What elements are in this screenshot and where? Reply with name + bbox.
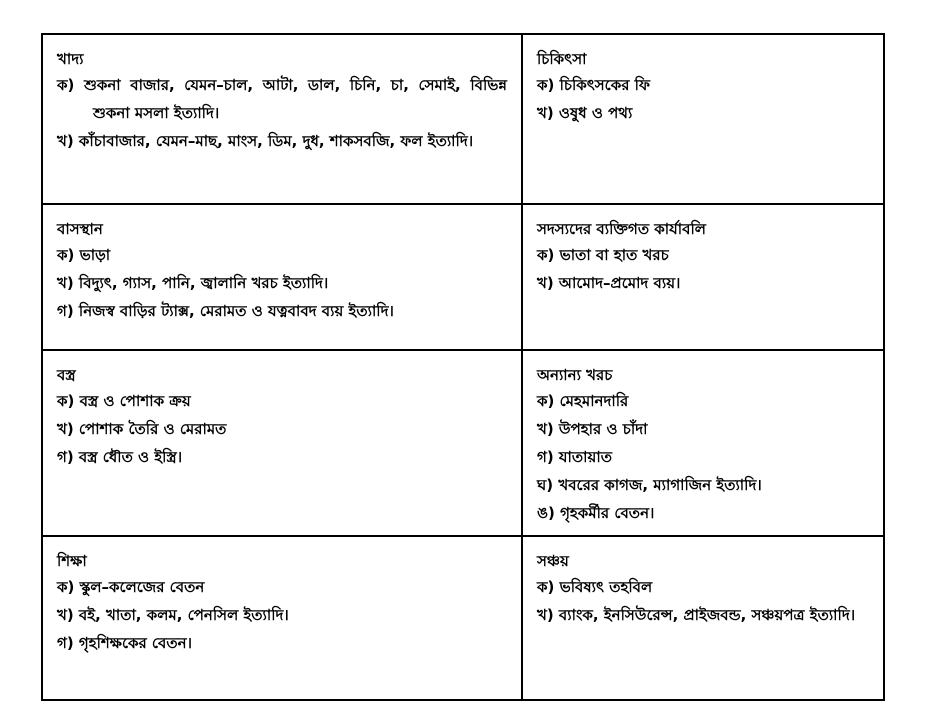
list-item: ক) মেহমানদারি — [537, 392, 629, 410]
section-heading: শিক্ষা — [57, 552, 87, 570]
list-item: খ) ওষুধ ও পথ্য — [537, 104, 633, 122]
cell-savings — [523, 537, 883, 699]
list-item: ঙ) গৃহকর্মীর বেতন। — [537, 504, 655, 522]
section-heading: বস্ত্র — [57, 366, 76, 384]
list-item: গ) নিজস্ব বাড়ির ট্যাক্স, মেরামত ও যত্নবাবদ ব্যয় ইত্যাদি। — [57, 302, 394, 320]
list-item: ঘ) খবরের কাগজ, ম্যাগাজিন ইত্যাদি। — [537, 476, 762, 494]
section-heading: সঞ্চয় — [537, 552, 569, 570]
cell-education — [43, 537, 523, 699]
cell-personal-activities — [523, 205, 883, 351]
list-item: খ) ব্যাংক, ইনসিউরেন্স, প্রাইজবন্ড, সঞ্চয়পত্র ইত্যাদি। — [537, 606, 856, 624]
list-item: গ) যাতায়াত — [537, 448, 612, 466]
expense-category-table — [41, 33, 885, 701]
list-item: ক) ভবিষ্যৎ তহবিল — [537, 578, 653, 596]
list-item: খ) পোশাক তৈরি ও মেরামত — [57, 420, 227, 438]
cell-other-expenses — [523, 351, 883, 537]
list-item: গ) গৃহশিক্ষকের বেতন। — [57, 634, 192, 652]
list-item: ক) ভাড়া — [57, 246, 111, 264]
list-item: গ) বস্ত্র ধৌত ও ইস্ত্রি। — [57, 448, 183, 466]
list-item: ক) স্কুল–কলেজের বেতন — [57, 578, 205, 596]
cell-medical — [523, 35, 883, 205]
list-item: খ) উপহার ও চাঁদা — [537, 420, 648, 438]
section-heading: অন্যান্য খরচ — [537, 366, 613, 384]
list-item: ক) বস্ত্র ও পোশাক ক্রয় — [57, 392, 191, 410]
cell-food — [43, 35, 523, 205]
cell-housing — [43, 205, 523, 351]
section-heading: খাদ্য — [57, 50, 84, 68]
section-heading: চিকিৎসা — [537, 50, 587, 68]
list-item: খ) বিদ্যুৎ, গ্যাস, পানি, জ্বালানি খরচ ইত্যাদি। — [57, 274, 329, 292]
cell-clothing — [43, 351, 523, 537]
list-item: খ) বই, খাতা, কলম, পেনসিল ইত্যাদি। — [57, 606, 289, 624]
list-item: ক) ভাতা বা হাত খরচ — [537, 246, 669, 264]
list-item: ক) শুকনা বাজার, যেমন–চাল, আটা, ডাল, চিনি, চা, সেমাই, বিভিন্ন শুকনা মসলা ইত্যাদি। — [57, 76, 507, 122]
section-heading: সদস্যদের ব্যক্তিগত কার্যাবলি — [537, 220, 706, 238]
list-item: খ) আমোদ–প্রমোদ ব্যয়। — [537, 274, 681, 292]
list-item: খ) কাঁচাবাজার, যেমন–মাছ, মাংস, ডিম, দুধ, শাকসবজি, ফল ইত্যাদি। — [57, 132, 474, 150]
list-item: ক) চিকিৎসকের ফি — [537, 76, 650, 94]
section-heading: বাসস্থান — [57, 220, 103, 238]
